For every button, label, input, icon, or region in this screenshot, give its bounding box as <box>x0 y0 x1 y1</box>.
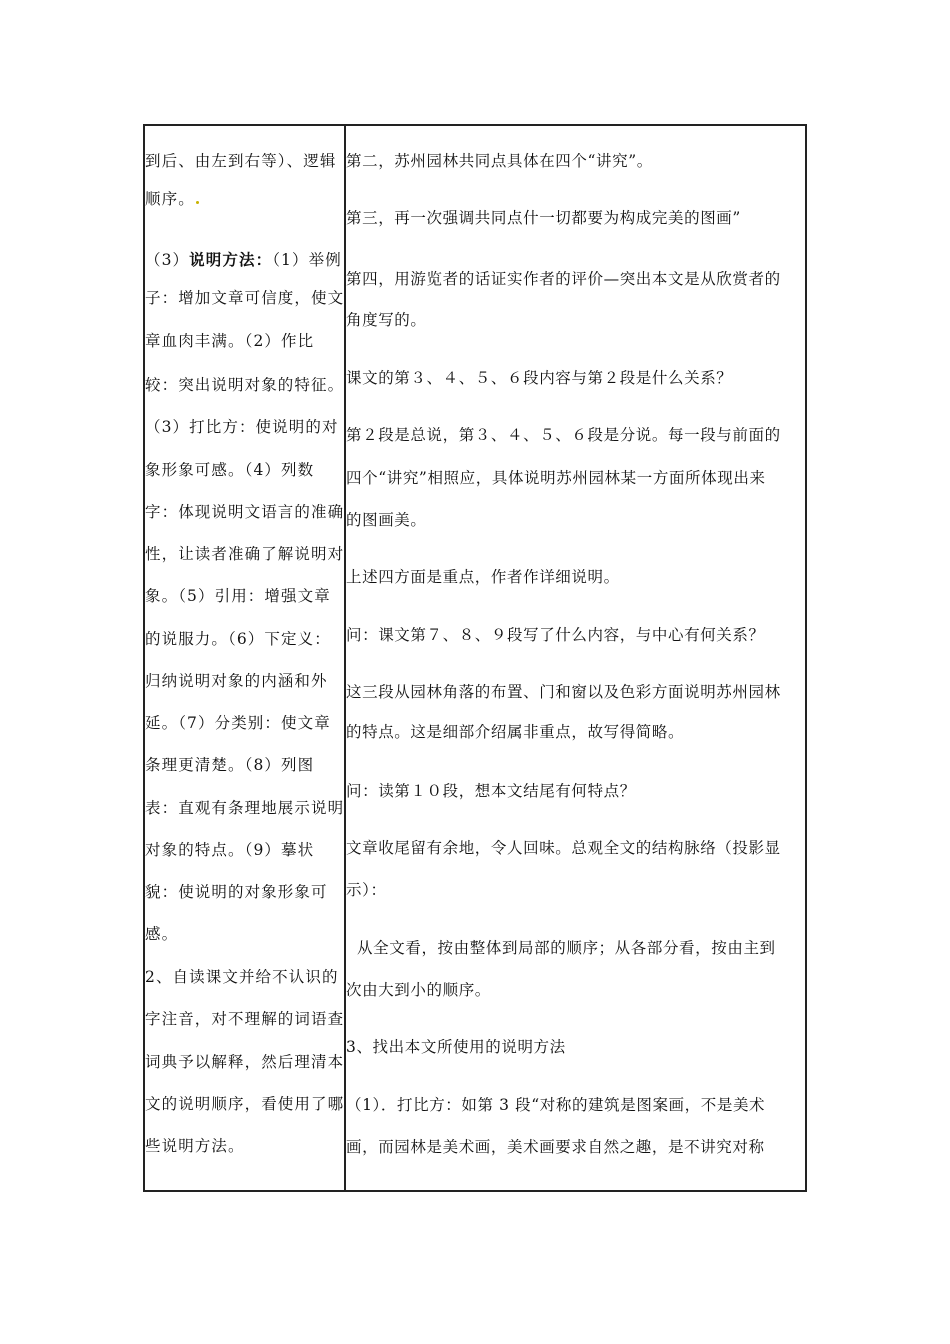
text-line: 延。（7）分类别：使文章 <box>145 714 331 732</box>
text-line: 子：增加文章可信度，使文 <box>145 289 345 307</box>
text-line: 些说明方法。 <box>145 1137 245 1155</box>
text-line: 章血肉丰满。（2）作比 <box>145 332 315 350</box>
text-line: 问：读第１０段，想本文结尾有何特点？ <box>346 782 636 800</box>
text-line: 表：直观有条理地展示说明 <box>145 799 345 817</box>
text-line: 的特点。这是细部介绍属非重点，故写得简略。 <box>346 723 685 741</box>
highlight-dot-icon <box>196 201 199 204</box>
text-line: 较：突出说明对象的特征。 <box>145 376 345 394</box>
text-line: 画，而园林是美术画，美术画要求自然之趣，是不讲究对称 <box>346 1138 765 1156</box>
text-line: 字：体现说明文语言的准确 <box>145 503 345 521</box>
text-line: 对象的特点。（9）摹状 <box>145 841 315 859</box>
text-line: 顺序。 <box>145 189 199 209</box>
text-line: （3）打比方：使说明的对 <box>145 418 339 436</box>
text-line: 第二，苏州园林共同点具体在四个“讲究”。 <box>346 152 653 170</box>
text-line: 课文的第３、４、５、６段内容与第２段是什么关系？ <box>346 369 733 387</box>
text-line: 文章收尾留有余地，令人回味。总观全文的结构脉络（投影显 <box>346 839 781 857</box>
text-line: 问：课文第７、８、９段写了什么内容，与中心有何关系？ <box>346 626 765 644</box>
text-line: 词典予以解释，然后理清本 <box>145 1053 345 1071</box>
text-line: 次由大到小的顺序。 <box>346 981 491 999</box>
text-line: 感。 <box>145 925 179 943</box>
text-line: 从全文看，按由整体到局部的顺序；从各部分看，按由主到 <box>346 939 776 957</box>
text-line: 到后、由左到右等）、逻辑 <box>145 152 337 170</box>
text-line: 象。（5）引用：增强文章 <box>145 587 331 605</box>
text-line: 性，让读者准确了解说明对 <box>145 545 345 563</box>
text-line: 的说服力。（6）下定义： <box>145 630 331 648</box>
text-line: 示）： <box>346 881 387 899</box>
text-line: 第２段是总说，第３、４、５、６段是分说。每一段与前面的 <box>346 426 781 444</box>
text-line: 归纳说明对象的内涵和外 <box>145 672 328 690</box>
text-line: 象形象可感。（4）列数 <box>145 461 315 479</box>
text-line: 四个“讲究”相照应，具体说明苏州园林某一方面所体现出来 <box>346 469 766 487</box>
text-line: 上述四方面是重点，作者作详细说明。 <box>346 568 620 586</box>
text-line: （1）．打比方：如第 3 段“对称的建筑是图案画，不是美术 <box>346 1096 766 1114</box>
text-line: 2、自读课文并给不认识的 <box>145 968 339 986</box>
text-line: 第三，再一次强调共同点什一切都要为构成完美的图画” <box>346 209 741 227</box>
text-line: 貌：使说明的对象形象可 <box>145 883 328 901</box>
text-line: 条理更清楚。（8）列图 <box>145 756 315 774</box>
bold-heading: 说明方法： <box>189 250 273 269</box>
text-line: 文的说明顺序，看使用了哪 <box>145 1095 345 1113</box>
text-line: 3、找出本文所使用的说明方法 <box>346 1038 566 1056</box>
text-line: 字注音，对不理解的词语查 <box>145 1010 345 1028</box>
text-line: 角度写的。 <box>346 311 427 329</box>
text-line: 的图画美。 <box>346 511 427 529</box>
text-line: （3）说明方法：（1）举例 <box>145 250 342 269</box>
text-line: 这三段从园林角落的布置、门和窗以及色彩方面说明苏州园林 <box>346 683 781 701</box>
text-line: 第四，用游览者的话证实作者的评价—突出本文是从欣赏者的 <box>346 270 781 288</box>
